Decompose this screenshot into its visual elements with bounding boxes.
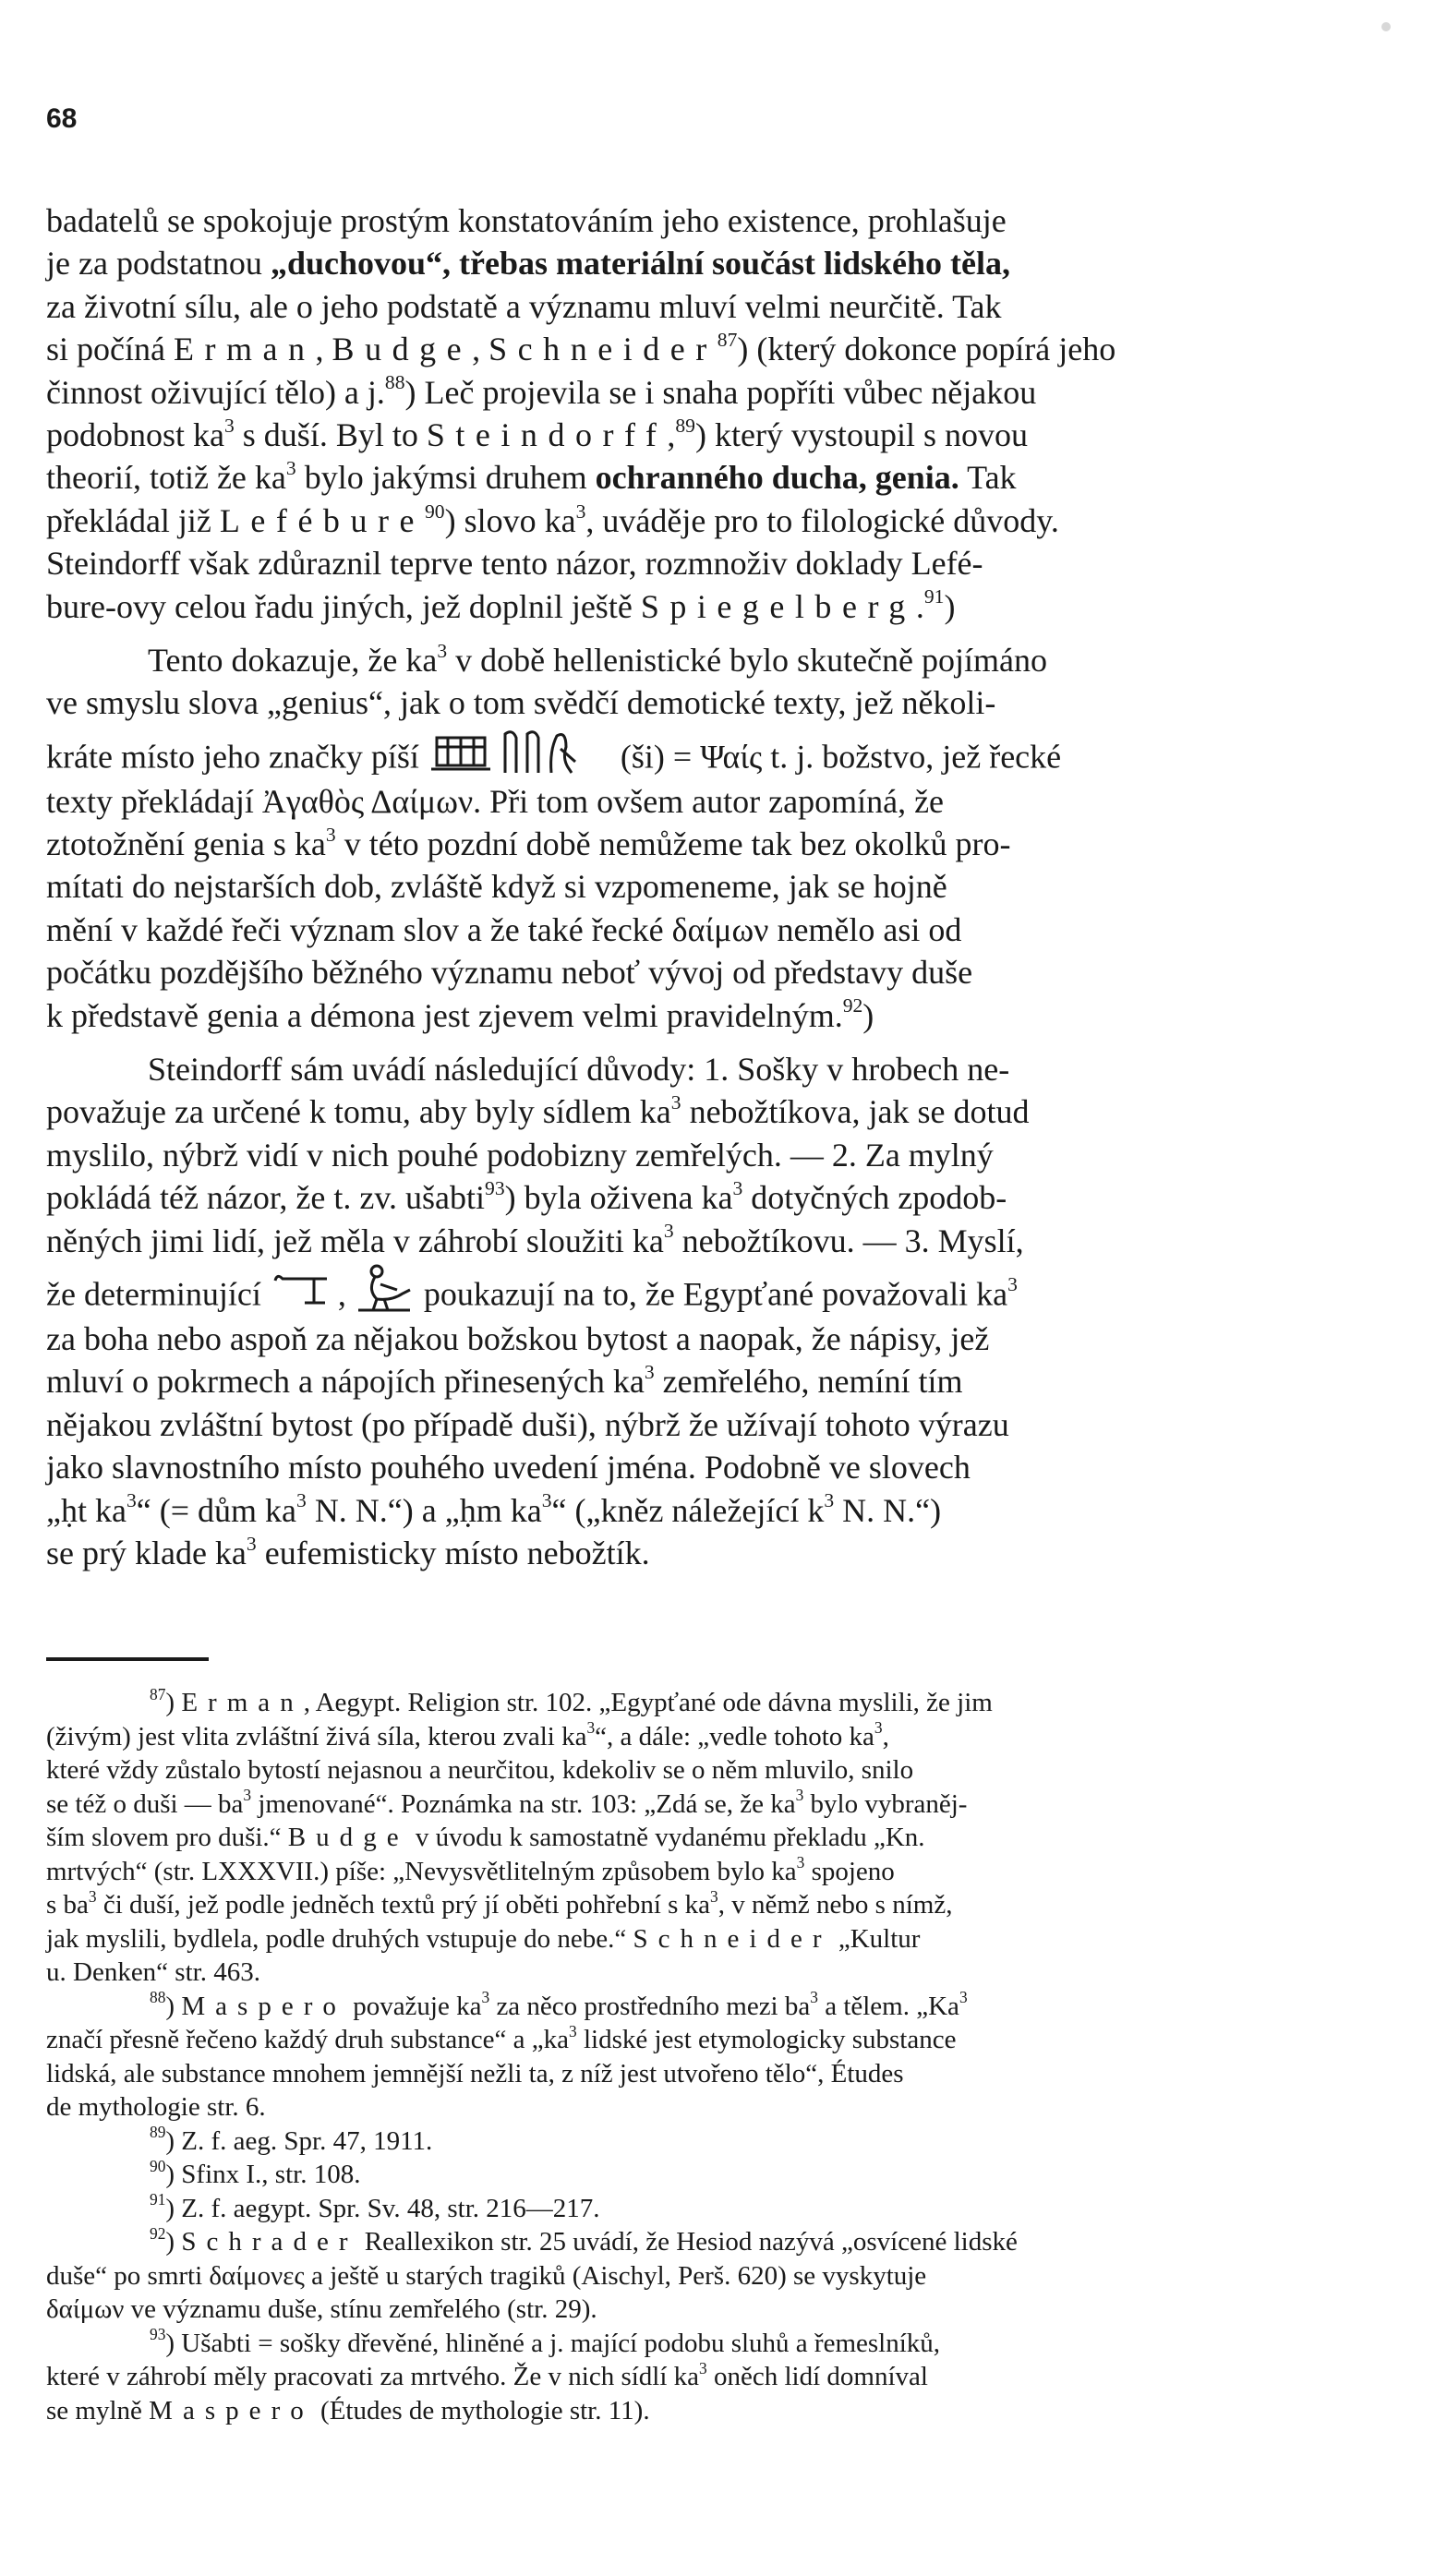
text-line: mítati do nejstarších dob, zvláště když si vzpomeneme, jak se hojně [46,868,947,906]
text-line: něných jimi lidí, jež měla v záhrobí sloužiti $ka^3$ nebožtíkovu. — 3. Myslí, [46,1220,1024,1259]
main-text [46,199,1383,1574]
text-line: za životní sílu, ale o jeho podstatě a významu mluví velmi neurčitě. Tak [46,287,1002,325]
text-line: mluví o pokrmech a nápojích přinesených $ka^3$ zemřelého, nemíní tím [46,1361,963,1401]
footnote-line: $^{92}$) Schrader Reallexikon str. 25 uvádí, že Hesiod nazývá „osvícené lidské [150,2223,1018,2257]
text-line: pokládá též názor, že t. zv. ušabti$^{93}$) byla oživena $ka^3$ dotyčných zpodob- [46,1177,1007,1217]
text-line: Steindorff však zdůraznil teprve tento názor, rozmnoživ doklady Lefé- [46,545,983,583]
text-line: theorií, totiž že $ka^3$ bylo jakýmsi druhem ochranného ducha, genia. Tak [46,457,1017,497]
text-line: překládal již Lefébure$^{90}$) slovo $ka^3$, uváděje pro to filologické důvody. [46,500,1059,539]
footnote-line: ším slovem pro duši.“ Budge v úvodu k samostatně vydanému překladu „Kn. [46,1823,925,1852]
text-line: k představě genia a démona jest zjevem velmi pravidelným.$^{92}$) [46,994,874,1034]
text-line: badatelů se spokojuje prostým konstatováním jeho existence, prohlašuje [46,202,1007,239]
text-line: podobnost $ka^3$ s duší. Byl to Steindorff,$^{89}$) který vystoupil s novou [46,414,1028,453]
footnote-line: $^{91}$) Z. f. aegypt. Spr. Sv. 48, str. 216—217. [150,2190,600,2223]
footnote-line: lidská, ale substance mnohem jemnější nežli ta, z níž jest utvořeno tělo“, Études [46,2058,904,2088]
text-line: bure-ovy celou řadu jiných, jež doplnil ještě Spiegelberg.$^{91}$) [46,585,956,625]
footnote-line: duše“ po smrti δαίμονες a ještě u starých tragiků (Aischyl, Perš. 620) se vyskytuje [46,2260,927,2291]
text-line: jako slavnostního místo pouhého uvedení jména. Podobně ve slovech [46,1449,971,1487]
text-line: se prý klade $ka^3$ eufemisticky místo nebožtík. [46,1532,650,1571]
text-line: Steindorff sám uvádí následující důvody: 1. Sošky v hrobech ne- [148,1051,1010,1089]
footnote-line: mrtvých“ (str. LXXXVII.) píše: „Nevysvětlitelným způsobem bylo $ka^3$ spojeno [46,1853,895,1886]
determinative-flag-icon [270,1270,338,1325]
text-line: Tento dokazuje, že $ka^3$ v době hellenistické bylo skutečně pojímáno [148,639,1047,679]
text-line: nějakou zvláštní bytost (po případě duši), nýbrž že užívají tohoto výrazu [46,1405,1009,1443]
footnote-separator [46,1657,209,1661]
text-line: si počíná Erman, Budge, Schneider$^{87}$) (který dokonce popírá jeho [46,329,1116,368]
page-number: 68 [46,103,78,134]
footnote-line: $^{87}$) Erman, Aegypt. Religion str. 102. „Egypťané ode dávna myslili, že jim [150,1684,993,1717]
text-line: za boha nebo aspoň za nějakou božskou bytost a naopak, že nápisy, jež [46,1319,990,1357]
text-line: kráte místo jeho značky píší (ši) = Ψαίς t. j. božstvo, jež řecké [46,725,1383,780]
text-line: myslilo, nýbrž vidí v nich pouhé podobizny zemřelých. — 2. Za mylný [46,1136,994,1174]
footnote-line: se mylně Maspero (Études de mythologie str. 11). [46,2395,650,2426]
text-line: je za podstatnou „duchovou“, třebas materiální součást lidského těla, [46,245,1010,283]
text-line: činnost oživující tělo) a j.$^{88}$) Leč projevila se i snaha popříti vůbec nějakou [46,371,1037,411]
footnote-line: s $ba^3$ či duší, jež podle jedněch textů prý jí oběti pohřební s $ka^3$, v němž nebo s nímž, [46,1886,953,1920]
footnote-line: $^{90}$) Sfinx I., str. 108. [150,2156,361,2189]
footnotes [46,1686,1383,2427]
text-line: považuje za určené k tomu, aby byly sídlem $ka^3$ nebožtíkova, jak se dotud [46,1091,1030,1131]
text-line: počátku pozdějšího běžného významu neboť vývoj od představy duše [46,954,973,992]
text-line: ztotožnění genia s $ka^3$ v této pozdní době nemůžeme tak bez okolků pro- [46,823,1011,863]
text-line: mění v každé řeči význam slov a že také řecké δαίμων nemělo asi od [46,910,962,948]
footnote-line: jak myslili, bydlela, podle druhých vstupuje do nebe.“ Schneider „Kultur [46,1923,921,1954]
footnote-line: které vždy zůstalo bytostí nejasnou a neurčitou, kdekoliv se o něm mluvilo, snilo [46,1755,914,1785]
text-line: že determinující , poukazují na to, že Egypťané považovali $ka^3$ [46,1262,1383,1318]
footnote-line: $^{89}$) Z. f. aeg. Spr. 47, 1911. [150,2123,433,2156]
footnote-line: $^{88}$) Maspero považuje $ka^3$ za něco prostředního mezi $ba^3$ a tělem. „Ka$^3$ [150,1988,968,2021]
text-line: ve smyslu slova „genius“, jak o tom svědčí demotické texty, jež několi- [46,684,996,722]
footnote-line: δαίμων ve významu duše, stínu zemřelého (str. 29). [46,2294,597,2324]
text-line: „ḥt $ka^3“$ (= dům $ka^3$ N. N.“) a „ḥm $ka^3“$ („kněz náležející $k^3$ N. N.“) [46,1489,942,1529]
footnote-line: se též o duši — $ba^3$ jmenované“. Poznámka na str. 103: „Zdá se, že $ka^3$ bylo vybraněj- [46,1786,968,1819]
text-line: texty překládají Ἀγαθὸς Δαίμων. Při tom ovšem autor zapomíná, že [46,782,945,820]
footnote-line: u. Denken“ str. 463. [46,1957,260,1987]
footnote-line: de mythologie str. 6. [46,2092,266,2122]
footnote-line: (živým) jest vlita zvláštní živá síla, kterou zvali $ka^3“$, a dále: „vedle tohoto $ka^3$, [46,1718,889,1751]
scan-speck [1381,22,1391,31]
footnote-line: které v záhrobí měly pracovati za mrtvého. Že v nich sídlí $ka^3$ oněch lidí domníval [46,2358,928,2391]
footnote-line: značí přesně řečeno každý druh substance“ a $„ka^3$ lidské jest etymologicky substance [46,2021,957,2054]
footnote-line: $^{93}$) Ušabti = sošky dřevěné, hliněné a j. mající podobu sluhů a řemeslníků, [150,2325,941,2358]
